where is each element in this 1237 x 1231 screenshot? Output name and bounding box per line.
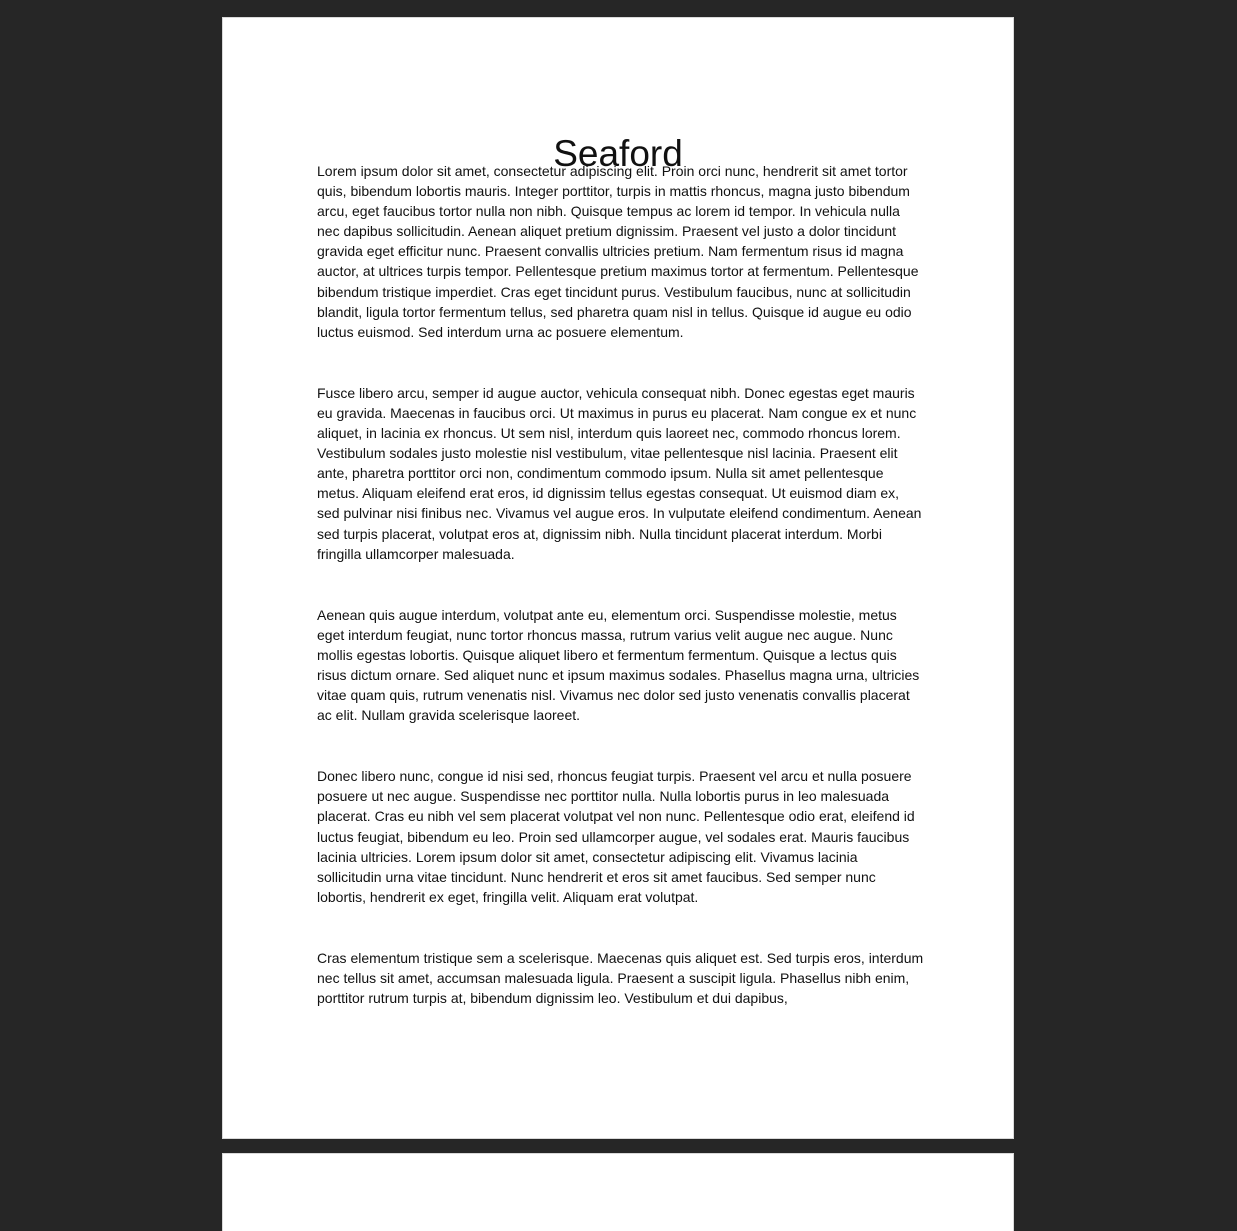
document-page-1: [222, 17, 1014, 1139]
paragraph-2: Fusce libero arcu, semper id augue auctor, vehicula consequat nibh. Donec egestas eget mauris eu gravida. Maecenas in faucibus orci. Ut maximus in purus eu placerat. Nam congue ex et nunc aliquet, in lacinia ex rhoncus. Ut sem nisl, interdum quis laoreet nec, commodo rhoncus lorem. Vestibulum sodales justo molestie nisl vestibulum, vitae pellentesque nisl lacinia. Praesent elit ante, pharetra porttitor orci non, condimentum commodo ipsum. Nulla sit amet pellentesque metus. Aliquam eleifend erat eros, id dignissim tellus egestas consequat. Ut euismod diam ex, sed pulvinar nisi finibus nec. Vivamus vel augue eros. In vulputate eleifend condimentum. Aenean sed turpis placerat, volutpat eros at, dignissim nibh. Nulla tincidunt placerat interdum. Morbi fringilla ullamcorper malesuada.: [317, 384, 922, 562]
document-title: Seaford: [553, 133, 683, 174]
paragraph-4: Donec libero nunc, congue id nisi sed, rhoncus feugiat turpis. Praesent vel arcu et nulla posuere posuere ut nec augue. Suspendisse nec porttitor nulla. Nulla lobortis purus in leo malesuada placerat. Cras eu nibh vel sem placerat volutpat vel non nunc. Pellentesque odio erat, eleifend id luctus feugiat, bibendum eu leo. Proin sed ullamcorper augue, vel sodales erat. Mauris faucibus lacinia ultricies. Lorem ipsum dolor sit amet, consectetur adipiscing elit. Vivamus lacinia sollicitudin urna vitae tincidunt. Nunc hendrerit et eros sit amet faucibus. Sed semper nunc lobortis, hendrerit ex eget, fringilla velit. Aliquam erat volutpat.: [317, 768, 915, 905]
paragraph-3: Aenean quis augue interdum, volutpat ante eu, elementum orci. Suspendisse molestie, metus eget interdum feugiat, nunc tortor rhoncus massa, rutrum varius velit augue nec augue. Nunc mollis egestas lobortis. Quisque aliquet libero et fermentum fermentum. Quisque a lectus quis risus dictum ornare. Sed aliquet nunc et ipsum maximus sodales. Phasellus magna urna, ultricies vitae quam quis, rutrum venenatis nisl. Vivamus nec dolor sed justo venenatis convallis placerat ac elit. Nullam gravida scelerisque laoreet.: [317, 606, 920, 724]
paragraph-5: Cras elementum tristique sem a scelerisque. Maecenas quis aliquet est. Sed turpis eros, interdum nec tellus sit amet, accumsan malesuada ligula. Praesent a suscipit ligula. Phasellus nibh enim, porttitor rutrum turpis at, bibendum dignissim leo. Vestibulum et dui dapibus,: [317, 949, 924, 1007]
paragraph-1: Lorem ipsum dolor sit amet, consectetur adipiscing elit. Proin orci nunc, hendrerit sit amet tortor quis, bibendum lobortis mauris. Integer porttitor, turpis in mattis rhoncus, magna justo bibendum arcu, eget faucibus tortor nulla non nibh. Quisque tempus ac lorem id tempor. In vehicula nulla nec dapibus sollicitudin. Aenean aliquet pretium dignissim. Praesent vel justo a dolor tincidunt gravida eget efficitur nunc. Praesent convallis ultricies pretium. Nam fermentum risus id magna auctor, at ultrices turpis tempor. Pellentesque pretium maximus tortor at fermentum. Pellentesque bibendum tristique imperdiet. Cras eget tincidunt purus. Vestibulum faucibus, nunc at sollicitudin blandit, ligula tortor fermentum tellus, sed pharetra quam nisl in tellus. Quisque id augue eu odio luctus euismod. Sed interdum urna ac posuere elementum.: [317, 163, 919, 340]
document-page-2: [222, 1153, 1014, 1231]
document-body: [317, 161, 924, 1049]
